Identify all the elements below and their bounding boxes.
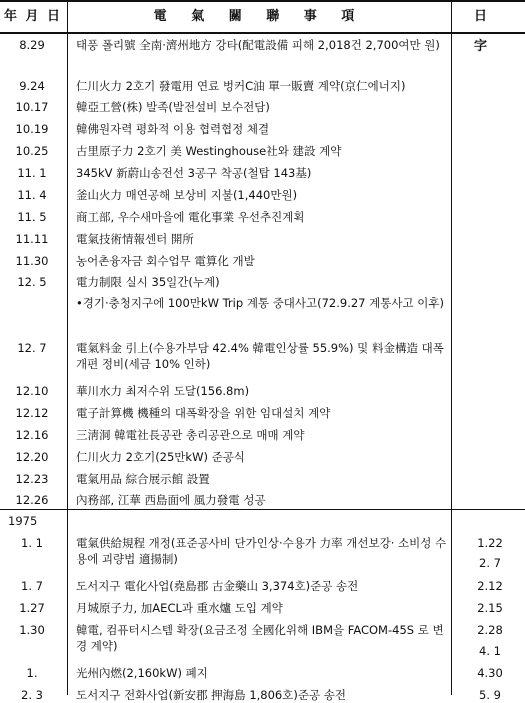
row-date: 8.29: [19, 38, 45, 52]
row-event: 仁川火力 2호기 發電用 연료 벙커C油 單一販賣 계약(京仁에너지): [76, 79, 406, 93]
row-date: 11. 4: [17, 188, 47, 202]
row-event: 電氣供給規程 개정(표준공사비 단가인상·수용가 力率 개선보강· 소비성 수용에 괴량법 適揚制): [76, 536, 447, 566]
row-event: 釜山火力 매연공해 보상비 지불(1,440만원): [76, 188, 298, 202]
row-date: 10.25: [15, 144, 49, 158]
row-date: 10.19: [15, 122, 49, 136]
row-event: 태풍 폴리號 全南·濟州地方 강타(配電設備 피해 2,018건 2,700여만 원): [76, 38, 440, 52]
row-event: 古里原子力 2호기 美 Westinghouse社와 建設 계약: [76, 144, 342, 158]
row-date: 11.30: [15, 254, 49, 268]
row-day: 4.30: [477, 666, 503, 680]
row-event: 電氣用品 綜合展示館 設置: [76, 472, 210, 486]
row-date: 11. 5: [17, 210, 47, 224]
row-day: 1.22: [477, 536, 503, 550]
row-date: 9.24: [19, 79, 45, 93]
header-event: 電 氣 關 聯 事 項: [153, 9, 365, 24]
row-date: 1.27: [19, 601, 45, 615]
year-divider: [0, 509, 525, 510]
row-event: 仁川火力 2호기(25만kW) 준공식: [76, 450, 245, 464]
row-day: 4. 1: [479, 644, 501, 658]
row-date: 11.11: [15, 232, 49, 246]
row-event: 도서지구 電化사업(堯島郡 古金藥山 3,374호)준공 송전: [76, 579, 359, 593]
column-divider: [67, 0, 68, 695]
year-label: 1975: [8, 514, 38, 528]
row-date: 1.30: [19, 623, 45, 637]
row-date: 2. 3: [21, 688, 43, 702]
row-date: 12.20: [15, 450, 49, 464]
row-date: 1. 1: [21, 536, 43, 550]
row-date: 10.17: [15, 100, 49, 114]
row-date: 12.12: [15, 406, 49, 420]
row-event: 韓佛원자력 평화적 이용 협력협정 체결: [76, 122, 270, 136]
row-date: 12.10: [15, 384, 49, 398]
row-date: 1.: [26, 666, 38, 680]
row-event: 농어촌융자금 회수업무 電算化 개발: [76, 254, 255, 268]
header-day: 日 字: [473, 9, 503, 54]
row-event: 光州內燃(2,160kW) 폐지: [76, 666, 208, 680]
row-day: 2.15: [477, 601, 503, 615]
row-date: 12.26: [15, 493, 49, 507]
row-date: 12. 7: [17, 341, 47, 355]
row-event: 月城原子力, 加AECL과 重水爐 도입 계약: [76, 601, 283, 615]
row-event: 華川水力 최저수위 도달(156.8m): [76, 384, 250, 398]
row-day: 2.12: [477, 579, 503, 593]
row-event: 電氣技術情報센터 開所: [76, 232, 194, 246]
column-divider: [451, 0, 452, 695]
row-event: 電力制限 실시 35일간(누계): [76, 275, 220, 289]
row-day: 2.28: [477, 623, 503, 637]
row-day: 2. 7: [479, 556, 501, 570]
row-date: 1. 7: [21, 579, 43, 593]
header-date: 年 月 日: [3, 9, 63, 24]
row-day: 5. 9: [479, 688, 501, 702]
row-event: 韓電, 컴퓨터시스템 확장(요금조정 全國化위해 IBM을 FACOM-45S 로 변경 계약): [76, 623, 444, 653]
row-date: 12. 5: [17, 275, 47, 289]
row-date: 12.16: [15, 428, 49, 442]
row-event: 電子計算機 機種의 대폭확장을 위한 임대설치 계약: [76, 406, 331, 420]
row-event: 商工部, 우수새마을에 電化事業 우선추진계획: [76, 210, 305, 224]
row-event: 韓亞工營(株) 발족(발전설비 보수전담): [76, 100, 270, 114]
row-event: 電氣料金 引上(수용가부담 42.4% 韓電인상률 55.9%) 및 料金構造 대폭 개편 정비(세금 10% 인하): [76, 341, 444, 371]
row-event: 도서지구 전화사업(新安郡 押海島 1,806호)준공 송전: [76, 688, 346, 702]
row-date: 12.23: [15, 472, 49, 486]
row-event: 內務部, 江華 西島面에 風力發電 성공: [76, 493, 266, 507]
row-event: 345kV 新蔚山송전선 3공구 착공(철탑 143基): [76, 166, 312, 180]
row-event: •경기·충청지구에 100만kW Trip 계통 중대사고(72.9.27 계통사고 이후): [76, 296, 444, 310]
row-event: 三淸洞 韓電社長공관 총리공관으로 매매 계약: [76, 428, 305, 442]
row-date: 11. 1: [17, 166, 47, 180]
